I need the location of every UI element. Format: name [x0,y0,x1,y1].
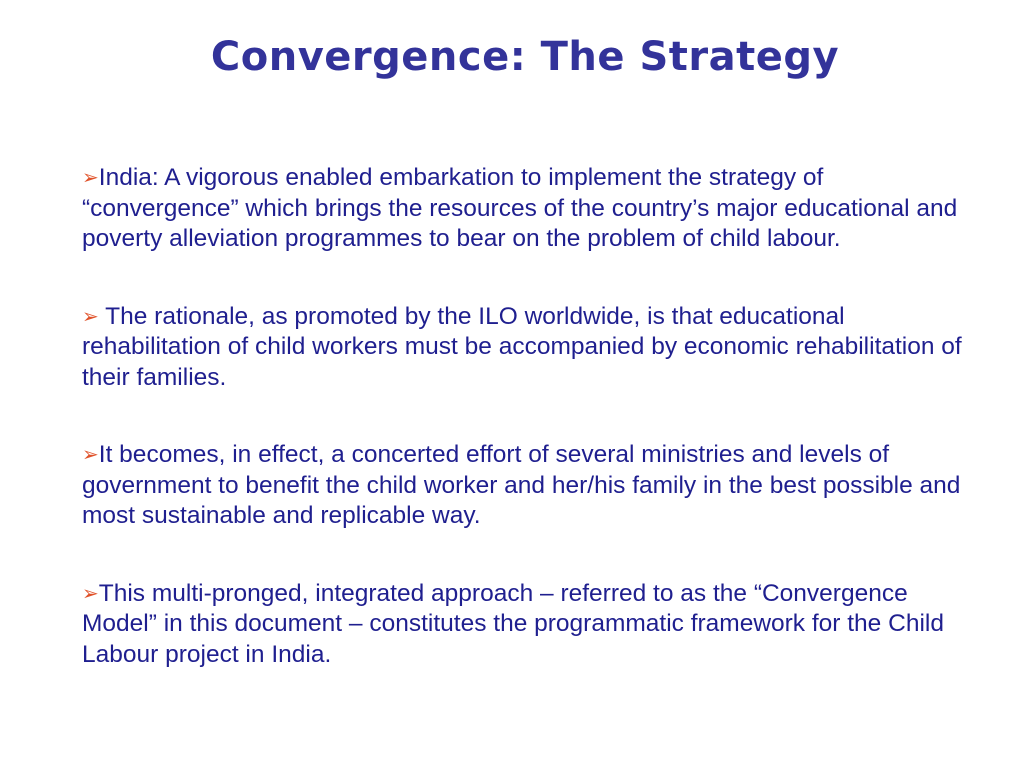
arrow-bullet-icon: ➢ [82,165,99,189]
arrow-bullet-icon: ➢ [82,442,99,466]
bullet-item [82,439,982,532]
slide-title: Convergence: The Strategy [210,34,840,80]
bullet-text: It becomes, in effect, a concerted effort of several ministries and levels of government to benefit the child worker and her/his family in the best possible and most sustainable and replicable way. [82,441,961,529]
bullet-text: India: A vigorous enabled embarkation to implement the strategy of “convergence” which brings the resources of the country’s major educational and poverty alleviation programmes to bear on the problem of child labour. [82,164,958,252]
bullet-text: The rationale, as promoted by the ILO worldwide, is that educational rehabilitation of child workers must be accompanied by economic rehabilitation of their families. [82,302,962,391]
bullet-text: This multi-pronged, integrated approach – referred to as the “Convergence Model” in this document – constitutes the programmatic framework for the Child Labour project in India. [82,579,944,668]
bullet-item [82,301,982,394]
bullet-item [82,162,982,255]
bullet-item [82,578,982,671]
arrow-bullet-icon: ➢ [82,580,99,605]
slide-body [82,162,982,716]
arrow-bullet-icon: ➢ [82,303,99,328]
